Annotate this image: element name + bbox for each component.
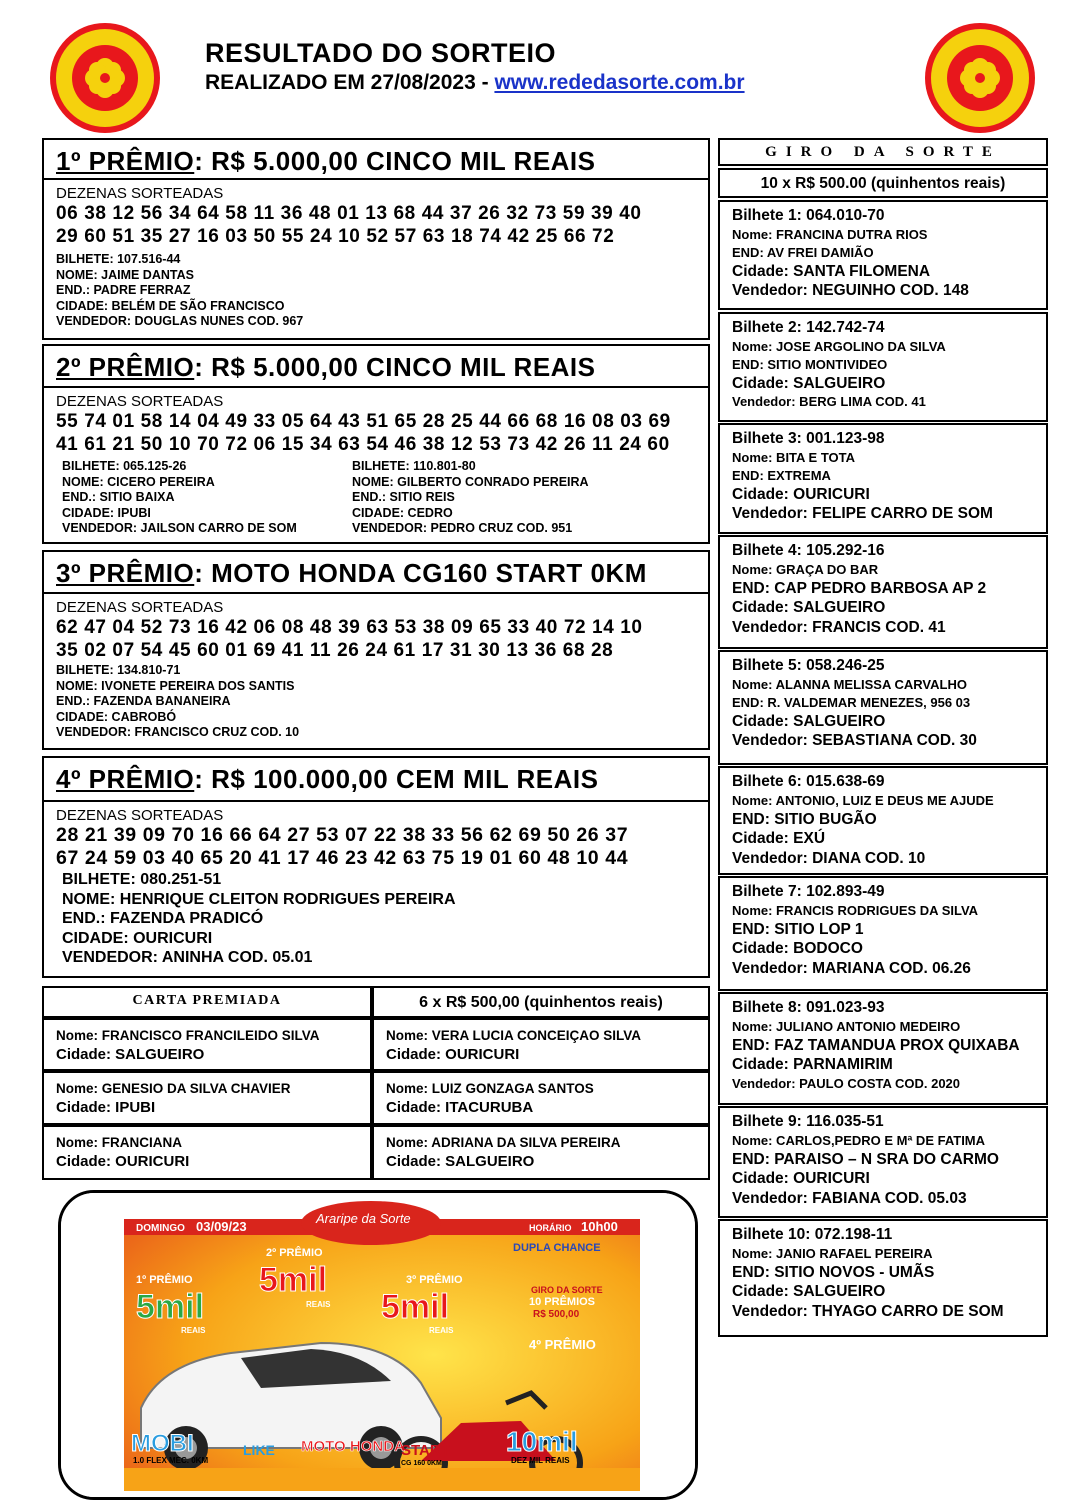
endereco-text: END: SITIO BUGÃO [732, 810, 877, 828]
giro-bilhete-6 [718, 766, 1048, 875]
bilhete-text: Bilhete 2: 142.742-74 [732, 319, 885, 336]
dezenas-label: DEZENAS SORTEADAS [56, 807, 224, 824]
promo-p3-value: 5mil [381, 1288, 450, 1326]
bilhete-text: Bilhete 3: 001.123-98 [732, 430, 885, 447]
cidade-text: Cidade: IPUBI [56, 1099, 156, 1116]
cidade-text: Cidade: BODOCO [732, 940, 863, 957]
cidade-text: Cidade: OURICURI [732, 1170, 870, 1187]
nome-text: Nome: FRANCIS RODRIGUES DA SILVA [732, 902, 979, 918]
premio-1-title: 1º PRÊMIO: R$ 5.000,00 CINCO MIL REAIS [42, 138, 710, 180]
giro-bilhete-9 [718, 1106, 1048, 1218]
promo-domingo: DOMINGO [136, 1223, 185, 1234]
giro-bilhete-3 [718, 423, 1048, 534]
endereco-text: END: FAZ TAMANDUA PROX QUIXABA [732, 1036, 1020, 1054]
vendedor-text: Vendedor: FELIPE CARRO DE SOM [732, 505, 993, 522]
promo-hora: 10h00 [581, 1219, 618, 1234]
cidade-text: Cidade: SALGUEIRO [56, 1046, 205, 1063]
vendedor-text: Vendedor: BERG LIMA COD. 41 [732, 394, 926, 409]
vendedor-text: Vendedor: FRANCIS COD. 41 [732, 618, 946, 636]
cidade-text: Cidade: SALGUEIRO [386, 1153, 535, 1170]
vendedor-text: Vendedor: NEGUINHO COD. 148 [732, 282, 969, 299]
promo-p1: 1º PRÊMIO [136, 1274, 193, 1286]
endereco-text: END: CAP PEDRO BARBOSA AP 2 [732, 579, 987, 597]
giro-bilhete-2 [718, 312, 1048, 422]
carta-header-left [42, 986, 372, 1018]
endereco-text: END: SITIO LOP 1 [732, 920, 864, 938]
nome-text: Nome: GRAÇA DO BAR [732, 561, 879, 577]
promo-p3: 3º PRÊMIO [406, 1274, 463, 1286]
vendedor-text: Vendedor: THYAGO CARRO DE SOM [732, 1302, 1004, 1320]
premio-4-title: 4º PRÊMIO: R$ 100.000,00 CEM MIL REAIS [42, 756, 710, 802]
carta-header-right [372, 986, 710, 1018]
carta-winner-2 [372, 1018, 710, 1071]
winner-info: BILHETE: 134.810-71 NOME: IVONETE PEREIRA DOS SANTIS END.: FAZENDA BANANEIRA CIDADE: CABROBÓ VENDEDOR: FRANCISCO CRUZ COD. 10 [56, 663, 300, 739]
promo-p2-reais: REAIS [306, 1300, 331, 1309]
promo-p4: 4º PRÊMIO [529, 1337, 596, 1352]
vendedor-text: Vendedor: FABIANA COD. 05.03 [732, 1189, 967, 1207]
premio-1 [42, 138, 710, 340]
promo-p1-value: 5mil [136, 1288, 205, 1326]
promo-start-sub: CG 160 0KM [401, 1460, 442, 1467]
promo-mobi-sub: 1.0 FLEX MEC. 0KM [133, 1456, 209, 1465]
nome-text: Nome: JULIANO ANTONIO MEDEIRO [732, 1018, 961, 1034]
promo-flyer [58, 1190, 698, 1500]
endereco-text: END: AV FREI DAMIÃO [732, 244, 874, 260]
dezenas-label: DEZENAS SORTEADAS [56, 185, 224, 202]
promo-horario: HORÁRIO [529, 1223, 572, 1233]
dezenas-line-1: 06 38 12 56 34 64 58 11 36 48 01 13 68 44 37 26 32 73 59 39 40 [56, 203, 642, 224]
giro-subheader [718, 168, 1048, 198]
dezenas-line-2: 67 24 59 03 40 65 20 41 17 46 23 42 63 75 19 01 60 48 10 44 [56, 847, 629, 869]
nome-text: Nome: ALANNA MELISSA CARVALHO [732, 676, 967, 692]
premio-2-title: 2º PRÊMIO: R$ 5.000,00 CINCO MIL REAIS [42, 344, 710, 388]
giro-bilhete-1 [718, 200, 1048, 310]
carta-winner-5 [42, 1125, 372, 1180]
carta-winner-4 [372, 1071, 710, 1125]
promo-mobi: MOBI [131, 1430, 194, 1457]
premio-3-title: 3º PRÊMIO: MOTO HONDA CG160 START 0KM [42, 550, 710, 594]
promo-dez: 10mil [506, 1426, 578, 1457]
promo-image [61, 1193, 698, 1500]
cidade-text: Cidade: OURICURI [732, 485, 870, 503]
promo-dupla: DUPLA CHANCE [513, 1242, 601, 1254]
site-link[interactable]: www.rededasorte.com.br [494, 71, 745, 94]
draw-date: REALIZADO EM 27/08/2023 - [205, 71, 495, 94]
nome-text: Nome: FRANCIANA [56, 1135, 182, 1150]
cidade-text: Cidade: SALGUEIRO [732, 599, 886, 616]
cidade-text: Cidade: PARNAMIRIM [732, 1056, 893, 1073]
giro-bilhete-5 [718, 650, 1048, 765]
bilhete-text: Bilhete 6: 015.638-69 [732, 773, 885, 790]
endereco-text: END: PARAISO – N SRA DO CARMO [732, 1150, 999, 1168]
cidade-text: Cidade: SALGUEIRO [732, 712, 886, 730]
nome-text: Nome: VERA LUCIA CONCEIÇAO SILVA [386, 1028, 642, 1043]
giro-header [718, 138, 1048, 166]
endereco-text: END: R. VALDEMAR MENEZES, 956 03 [732, 694, 971, 710]
bilhete-text: Bilhete 1: 064.010-70 [732, 207, 885, 224]
dezenas-line-2: 29 60 51 35 27 16 03 50 55 24 10 52 57 63 18 74 42 25 66 72 [56, 226, 615, 247]
promo-p3-reais: REAIS [429, 1326, 454, 1335]
giro-bilhete-8 [718, 992, 1048, 1105]
winner-info: BILHETE: 080.251-51 NOME: HENRIQUE CLEITON RODRIGUES PEREIRA END.: FAZENDA PRADICÓ CIDADE: OURICURI VENDEDOR: ANINHA COD. 05.01 [62, 871, 456, 966]
promo-moto: MOTO HONDA [301, 1438, 405, 1455]
promo-dez-sub: DEZ MIL REAIS [511, 1456, 570, 1465]
bilhete-text: Bilhete 7: 102.893-49 [732, 883, 885, 900]
promo-start: START [401, 1442, 450, 1459]
cidade-text: Cidade: ITACURUBA [386, 1099, 534, 1116]
nome-text: Nome: JANIO RAFAEL PEREIRA [732, 1245, 933, 1261]
giro-bilhete-7 [718, 876, 1048, 991]
winner-info: BILHETE: 107.516-44 NOME: JAIME DANTAS END.: PADRE FERRAZ CIDADE: BELÉM DE SÃO FRANCISCO VENDEDOR: DOUGLAS NUNES COD. 967 [56, 252, 304, 328]
bilhete-text: Bilhete 10: 072.198-11 [732, 1226, 893, 1243]
promo-date: 03/09/23 [196, 1219, 247, 1234]
nome-text: Nome: FRANCINA DUTRA RIOS [732, 226, 928, 242]
dezenas-line-1: 62 47 04 52 73 16 42 06 08 48 39 63 53 38 09 65 33 40 72 14 10 [56, 617, 643, 638]
promo-giro-premios: 10 PRÊMIOS [529, 1296, 596, 1308]
nome-text: Nome: ANTONIO, LUIZ E DEUS ME AJUDE [732, 792, 994, 808]
cidade-text: Cidade: OURICURI [386, 1046, 520, 1063]
promo-p2-value: 5mil [259, 1261, 328, 1299]
giro-title: GIRO DA SORTE [765, 144, 1001, 160]
bilhete-text: Bilhete 8: 091.023-93 [732, 999, 885, 1016]
vendedor-text: Vendedor: MARIANA COD. 06.26 [732, 959, 971, 977]
endereco-text: END: SITIO MONTIVIDEO [732, 356, 888, 372]
promo-like: LIKE [243, 1442, 275, 1458]
premio-3 [42, 550, 710, 750]
cidade-text: Cidade: OURICURI [56, 1153, 190, 1170]
clover-icon [50, 23, 160, 133]
dezenas-line-1: 28 21 39 09 70 16 66 64 27 53 07 22 38 33 56 62 69 50 26 37 [56, 824, 629, 846]
dezenas-line-2: 35 02 07 54 45 60 01 69 41 11 26 24 61 17 31 30 13 36 68 28 [56, 640, 614, 661]
promo-giro: GIRO DA SORTE [531, 1285, 603, 1295]
dezenas-line-1: 55 74 01 58 14 04 49 33 05 64 43 51 65 28 25 44 66 68 16 08 03 69 [56, 411, 671, 432]
endereco-text: END: EXTREMA [732, 467, 831, 483]
carta-title: CARTA PREMIADA [132, 993, 282, 1008]
dezenas-label: DEZENAS SORTEADAS [56, 393, 224, 410]
vendedor-text: Vendedor: PAULO COSTA COD. 2020 [732, 1075, 961, 1091]
nome-text: Nome: FRANCISCO FRANCILEIDO SILVA [56, 1028, 320, 1043]
carta-subtitle: 6 x R$ 500,00 (quinhentos reais) [419, 994, 663, 1011]
carta-winner-1 [42, 1018, 372, 1071]
logo-right [925, 23, 1035, 133]
vendedor-text: Vendedor: SEBASTIANA COD. 30 [732, 732, 977, 749]
page-title: RESULTADO DO SORTEIO [205, 38, 557, 68]
promo-p1-reais: REAIS [181, 1326, 206, 1335]
page-subtitle [205, 71, 745, 95]
dezenas-label: DEZENAS SORTEADAS [56, 599, 224, 616]
nome-text: Nome: ADRIANA DA SILVA PEREIRA [386, 1135, 621, 1150]
cidade-text: Cidade: SALGUEIRO [732, 374, 886, 392]
giro-bilhete-4 [718, 535, 1048, 649]
winner-info-a: BILHETE: 065.125-26 NOME: CICERO PEREIRA END.: SITIO BAIXA CIDADE: IPUBI VENDEDOR: JAILSON CARRO DE SOM [62, 459, 297, 535]
bilhete-text: Bilhete 4: 105.292-16 [732, 542, 885, 559]
cidade-text: Cidade: SALGUEIRO [732, 1283, 886, 1300]
endereco-text: END: SITIO NOVOS - UMÃS [732, 1263, 935, 1281]
premio-2-body [42, 388, 710, 544]
nome-text: Nome: LUIZ GONZAGA SANTOS [386, 1081, 594, 1096]
nome-text: Nome: BITA E TOTA [732, 449, 856, 465]
winner-info-b: BILHETE: 110.801-80 NOME: GILBERTO CONRADO PEREIRA END.: SITIO REIS CIDADE: CEDRO VENDEDOR: PEDRO CRUZ COD. 951 [352, 459, 589, 535]
bilhete-text: Bilhete 9: 116.035-51 [732, 1113, 884, 1130]
bilhete-text: Bilhete 5: 058.246-25 [732, 657, 885, 674]
header [205, 38, 745, 95]
premio-4 [42, 756, 710, 978]
carta-winner-6 [372, 1125, 710, 1180]
premio-3-body [42, 594, 710, 750]
cidade-text: Cidade: SANTA FILOMENA [732, 262, 931, 280]
promo-brand: Araripe da Sorte [316, 1211, 411, 1226]
cidade-text: Cidade: EXÚ [732, 830, 826, 847]
nome-text: Nome: JOSE ARGOLINO DA SILVA [732, 338, 946, 354]
promo-p2: 2º PRÊMIO [266, 1247, 323, 1259]
premio-2 [42, 344, 710, 544]
premio-1-body [42, 180, 710, 340]
premio-4-body [42, 802, 710, 978]
carta-winner-3 [42, 1071, 372, 1125]
clover-icon [925, 23, 1035, 133]
vendedor-text: Vendedor: DIANA COD. 10 [732, 849, 926, 867]
giro-subtitle: 10 x R$ 500.00 (quinhentos reais) [760, 175, 1006, 192]
giro-bilhete-10 [718, 1219, 1048, 1337]
logo-left [50, 23, 160, 133]
promo-giro-valor: R$ 500,00 [533, 1309, 580, 1320]
dezenas-line-2: 41 61 21 50 10 70 72 06 15 34 63 54 46 38 12 53 73 42 26 11 24 60 [56, 434, 670, 455]
nome-text: Nome: GENESIO DA SILVA CHAVIER [56, 1081, 291, 1096]
nome-text: Nome: CARLOS,PEDRO E Mª DE FATIMA [732, 1132, 986, 1148]
